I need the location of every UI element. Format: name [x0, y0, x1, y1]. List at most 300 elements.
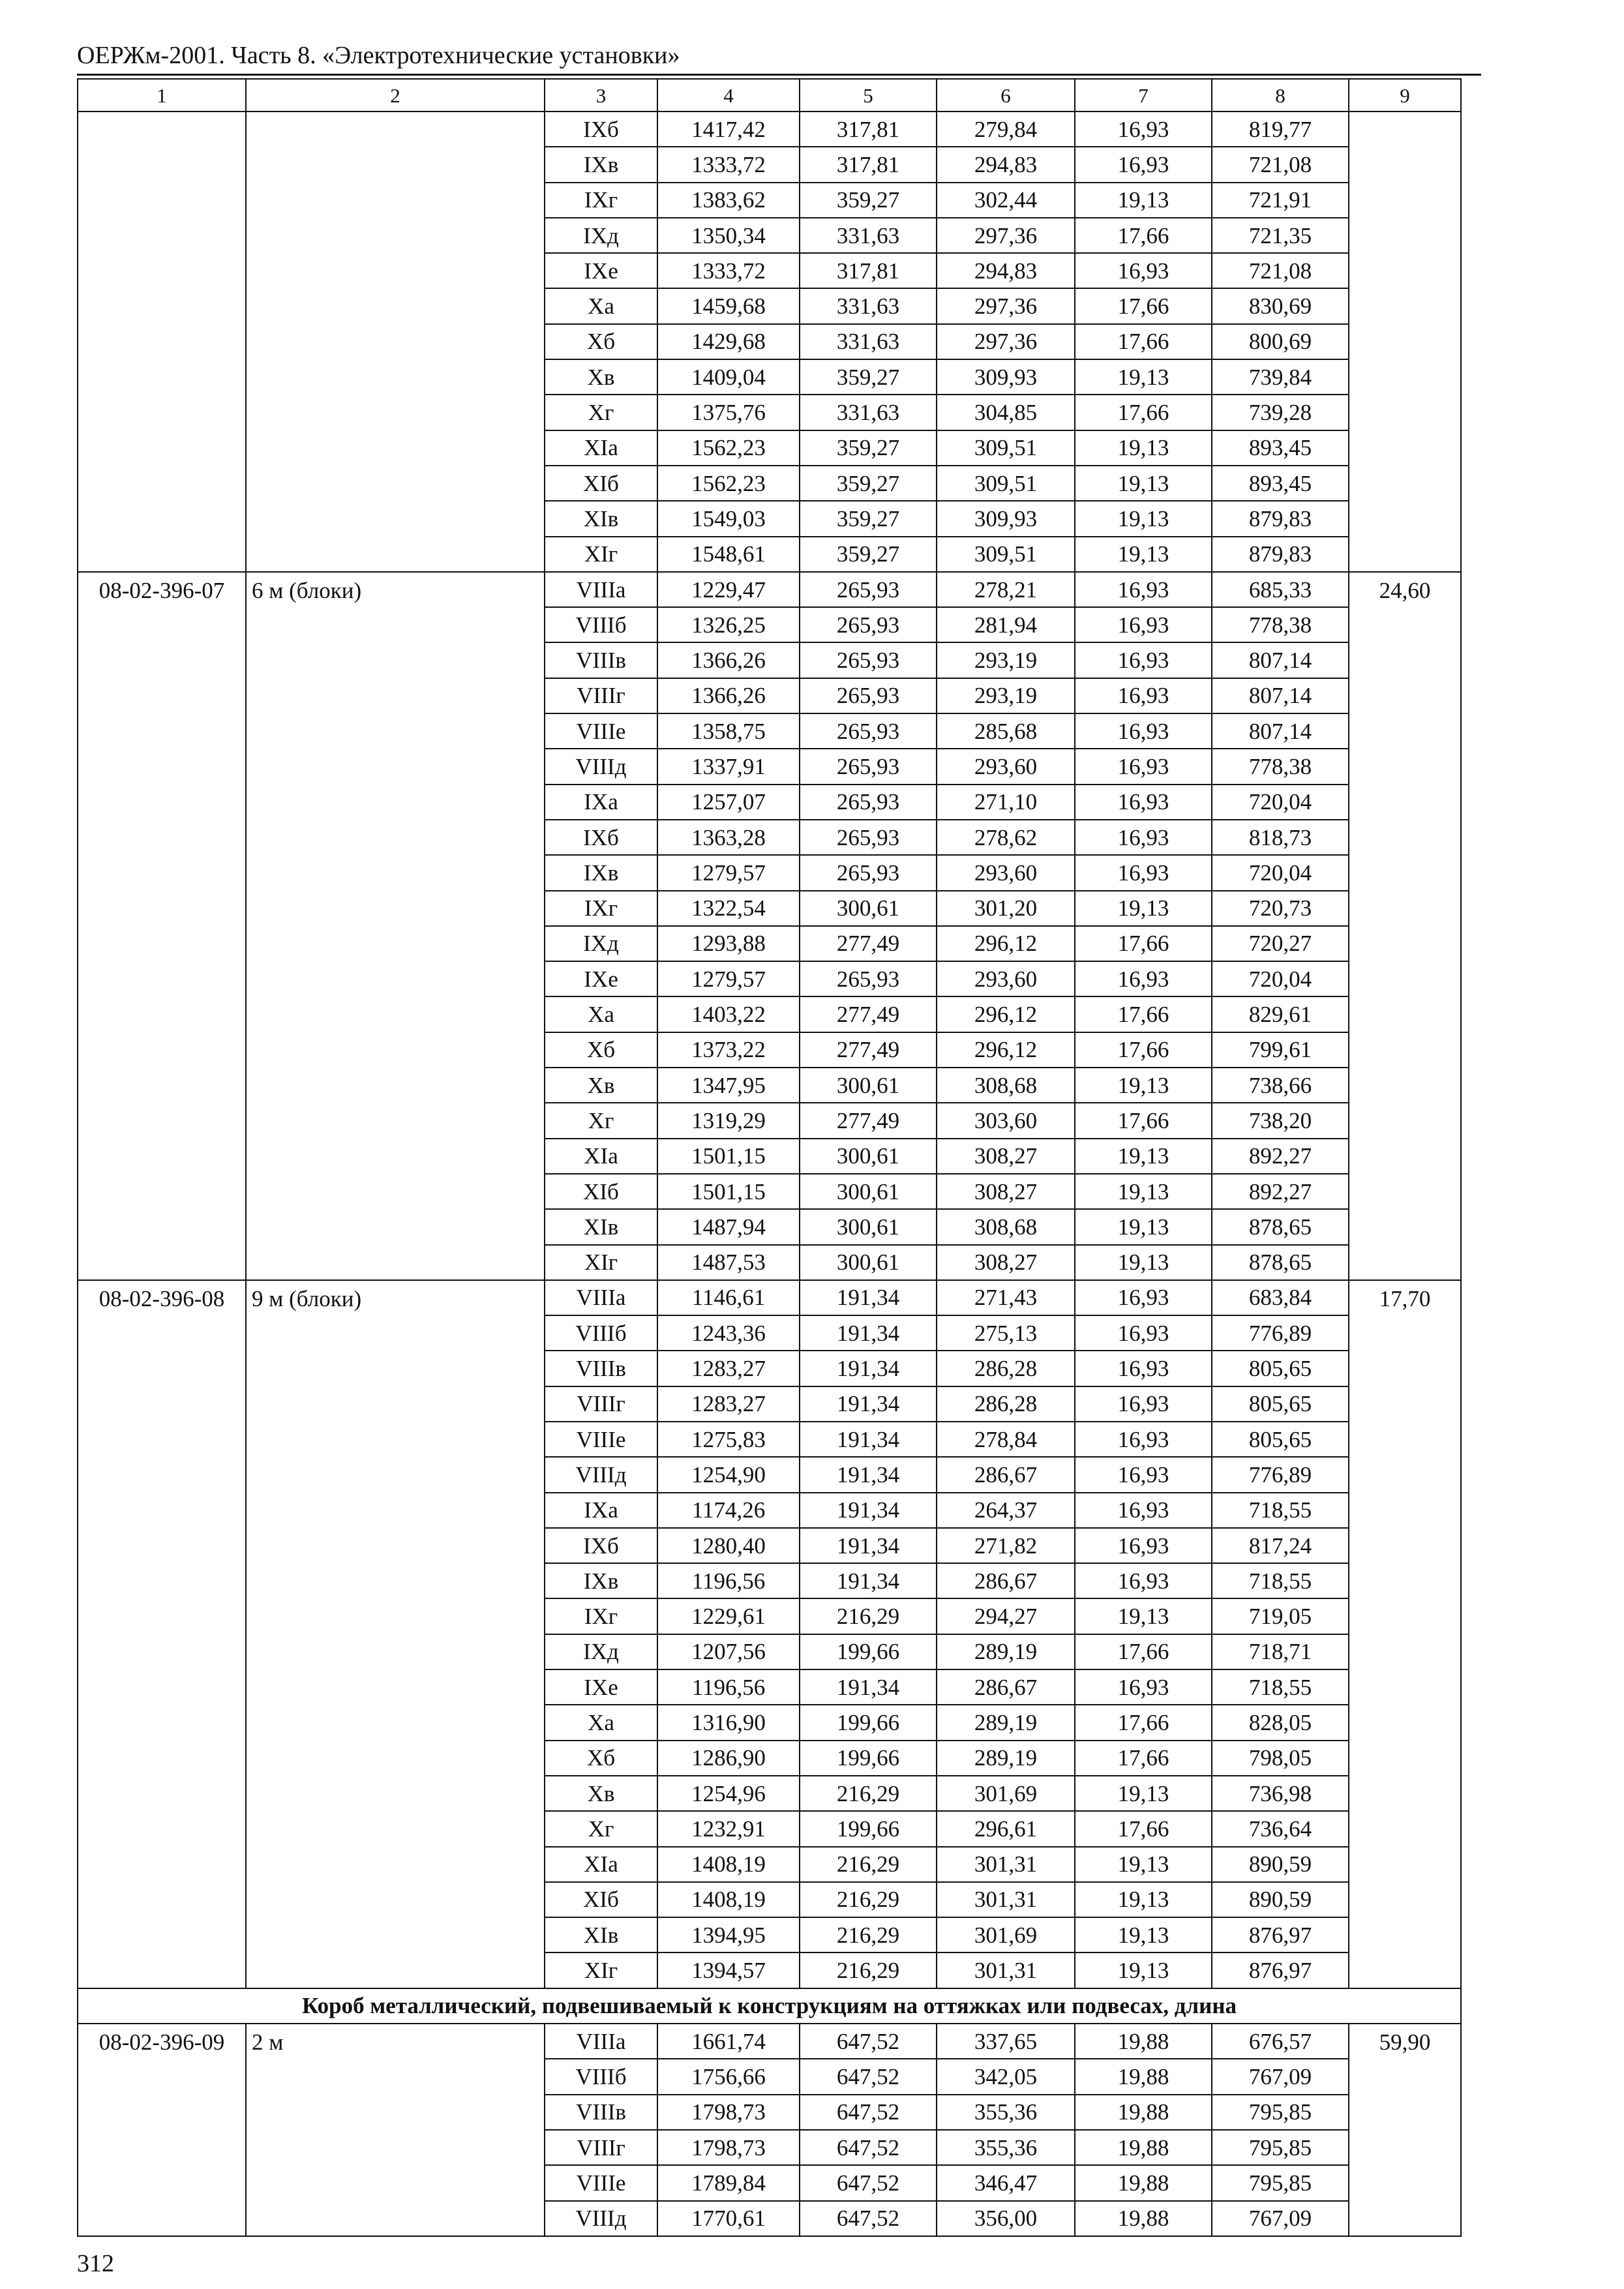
wages-cell: 300,61	[800, 1209, 937, 1244]
machine-cost-cell: 286,28	[937, 1386, 1075, 1422]
wages-cell: 265,93	[800, 855, 937, 890]
total-cost-cell: 1366,26	[657, 642, 800, 678]
column-number: 1	[78, 79, 246, 112]
wages-cell: 277,49	[800, 1032, 937, 1068]
total-cost-cell: 1417,42	[657, 112, 800, 147]
driver-wages-cell: 19,13	[1075, 1882, 1212, 1917]
driver-wages-cell: 17,66	[1075, 926, 1212, 961]
machine-cost-cell: 309,93	[937, 359, 1075, 395]
driver-wages-cell: 17,66	[1075, 1634, 1212, 1669]
page-number: 312	[77, 2250, 114, 2277]
total-cost-cell: 1756,66	[657, 2059, 800, 2094]
machine-cost-cell: 346,47	[937, 2165, 1075, 2200]
materials-cell: 800,69	[1212, 324, 1349, 359]
materials-cell: 807,14	[1212, 642, 1349, 678]
wages-cell: 265,93	[800, 749, 937, 784]
materials-cell: 817,24	[1212, 1528, 1349, 1563]
driver-wages-cell: 19,13	[1075, 359, 1212, 395]
driver-wages-cell: 16,93	[1075, 820, 1212, 855]
materials-cell: 719,05	[1212, 1598, 1349, 1634]
driver-wages-cell: 16,93	[1075, 253, 1212, 288]
driver-wages-cell: 19,88	[1075, 2024, 1212, 2059]
materials-cell: 685,33	[1212, 572, 1349, 607]
wages-cell: 191,34	[800, 1563, 937, 1598]
zone-cell: IXг	[545, 891, 657, 926]
materials-cell: 799,61	[1212, 1032, 1349, 1068]
driver-wages-cell: 16,93	[1075, 785, 1212, 820]
wages-cell: 191,34	[800, 1351, 937, 1386]
code-cell: 08-02-396-09	[78, 2024, 246, 2236]
machine-cost-cell: 286,67	[937, 1563, 1075, 1598]
wages-cell: 265,93	[800, 678, 937, 713]
materials-cell: 878,65	[1212, 1209, 1349, 1244]
table-row	[78, 112, 1461, 147]
zone-cell: XIв	[545, 501, 657, 536]
wages-cell: 265,93	[800, 785, 937, 820]
total-cost-cell: 1798,73	[657, 2095, 800, 2130]
machine-cost-cell: 293,19	[937, 642, 1075, 678]
wages-cell: 265,93	[800, 607, 937, 642]
machine-cost-cell: 301,69	[937, 1776, 1075, 1811]
zone-cell: XIв	[545, 1209, 657, 1244]
materials-cell: 721,91	[1212, 183, 1349, 218]
materials-cell: 721,08	[1212, 253, 1349, 288]
zone-cell: XIб	[545, 466, 657, 501]
zone-cell: VIIIг	[545, 678, 657, 713]
wages-cell: 331,63	[800, 324, 937, 359]
driver-wages-cell: 19,13	[1075, 1776, 1212, 1811]
machine-cost-cell: 294,83	[937, 147, 1075, 182]
zone-cell: XIг	[545, 1245, 657, 1280]
driver-wages-cell: 19,13	[1075, 1952, 1212, 1988]
zone-cell: IXа	[545, 785, 657, 820]
total-cost-cell: 1322,54	[657, 891, 800, 926]
machine-cost-cell: 264,37	[937, 1493, 1075, 1528]
description-cell: 6 м (блоки)	[246, 572, 545, 1280]
driver-wages-cell: 17,66	[1075, 1705, 1212, 1740]
materials-cell: 805,65	[1212, 1422, 1349, 1457]
wages-cell: 300,61	[800, 1068, 937, 1103]
zone-cell: IXд	[545, 1634, 657, 1669]
materials-cell: 778,38	[1212, 749, 1349, 784]
machine-cost-cell: 293,60	[937, 855, 1075, 890]
materials-cell: 720,04	[1212, 785, 1349, 820]
wages-cell: 647,52	[800, 2130, 937, 2165]
col9-cell	[1349, 112, 1461, 572]
machine-cost-cell: 309,93	[937, 501, 1075, 536]
total-cost-cell: 1333,72	[657, 253, 800, 288]
zone-cell: VIIIв	[545, 642, 657, 678]
total-cost-cell: 1366,26	[657, 678, 800, 713]
driver-wages-cell: 19,88	[1075, 2165, 1212, 2200]
machine-cost-cell: 296,12	[937, 926, 1075, 961]
materials-cell: 879,83	[1212, 501, 1349, 536]
machine-cost-cell: 337,65	[937, 2024, 1075, 2059]
zone-cell: XIв	[545, 1917, 657, 1952]
document-header: ОЕРЖм-2001. Часть 8. «Электротехнические установки»	[77, 42, 680, 69]
wages-cell: 216,29	[800, 1917, 937, 1952]
zone-cell: IXе	[545, 961, 657, 996]
driver-wages-cell: 19,13	[1075, 1068, 1212, 1103]
driver-wages-cell: 17,66	[1075, 288, 1212, 323]
zone-cell: Xв	[545, 359, 657, 395]
total-cost-cell: 1548,61	[657, 537, 800, 572]
driver-wages-cell: 17,66	[1075, 1741, 1212, 1776]
wages-cell: 647,52	[800, 2059, 937, 2094]
table-row	[78, 572, 1461, 607]
total-cost-cell: 1394,95	[657, 1917, 800, 1952]
machine-cost-cell: 271,82	[937, 1528, 1075, 1563]
zone-cell: Xг	[545, 395, 657, 430]
total-cost-cell: 1333,72	[657, 147, 800, 182]
machine-cost-cell: 278,21	[937, 572, 1075, 607]
column-number: 5	[800, 79, 937, 112]
total-cost-cell: 1798,73	[657, 2130, 800, 2165]
materials-cell: 878,65	[1212, 1245, 1349, 1280]
materials-cell: 819,77	[1212, 112, 1349, 147]
wages-cell: 265,93	[800, 642, 937, 678]
zone-cell: IXг	[545, 1598, 657, 1634]
driver-wages-cell: 19,13	[1075, 1245, 1212, 1280]
wages-cell: 359,27	[800, 537, 937, 572]
materials-cell: 776,89	[1212, 1457, 1349, 1492]
total-cost-cell: 1207,56	[657, 1634, 800, 1669]
driver-wages-cell: 19,13	[1075, 1209, 1212, 1244]
total-cost-cell: 1275,83	[657, 1422, 800, 1457]
driver-wages-cell: 16,93	[1075, 1528, 1212, 1563]
wages-cell: 216,29	[800, 1882, 937, 1917]
wages-cell: 199,66	[800, 1634, 937, 1669]
driver-wages-cell: 16,93	[1075, 1351, 1212, 1386]
wages-cell: 191,34	[800, 1669, 937, 1705]
machine-cost-cell: 302,44	[937, 183, 1075, 218]
total-cost-cell: 1326,25	[657, 607, 800, 642]
materials-cell: 767,09	[1212, 2201, 1349, 2236]
driver-wages-cell: 19,13	[1075, 1139, 1212, 1174]
materials-cell: 676,57	[1212, 2024, 1349, 2059]
materials-cell: 778,38	[1212, 607, 1349, 642]
driver-wages-cell: 19,13	[1075, 1917, 1212, 1952]
total-cost-cell: 1243,36	[657, 1315, 800, 1351]
zone-cell: Xа	[545, 288, 657, 323]
total-cost-cell: 1232,91	[657, 1811, 800, 1846]
zone-cell: IXг	[545, 183, 657, 218]
zone-cell: VIIIд	[545, 2201, 657, 2236]
zone-cell: IXе	[545, 253, 657, 288]
machine-cost-cell: 355,36	[937, 2095, 1075, 2130]
wages-cell: 647,52	[800, 2201, 937, 2236]
materials-cell: 683,84	[1212, 1280, 1349, 1315]
total-cost-cell: 1254,90	[657, 1457, 800, 1492]
total-cost-cell: 1459,68	[657, 288, 800, 323]
zone-cell: VIIIа	[545, 1280, 657, 1315]
zone-cell: VIIIг	[545, 2130, 657, 2165]
driver-wages-cell: 16,93	[1075, 961, 1212, 996]
machine-cost-cell: 293,19	[937, 678, 1075, 713]
zone-cell: Xб	[545, 1032, 657, 1068]
driver-wages-cell: 16,93	[1075, 147, 1212, 182]
section-row	[78, 1988, 1461, 2024]
machine-cost-cell: 294,27	[937, 1598, 1075, 1634]
materials-cell: 807,14	[1212, 713, 1349, 749]
machine-cost-cell: 309,51	[937, 537, 1075, 572]
zone-cell: Xа	[545, 996, 657, 1032]
machine-cost-cell: 309,51	[937, 430, 1075, 466]
driver-wages-cell: 16,93	[1075, 855, 1212, 890]
machine-cost-cell: 271,10	[937, 785, 1075, 820]
zone-cell: Xг	[545, 1811, 657, 1846]
machine-cost-cell: 309,51	[937, 466, 1075, 501]
machine-cost-cell: 301,31	[937, 1847, 1075, 1882]
total-cost-cell: 1549,03	[657, 501, 800, 536]
wages-cell: 300,61	[800, 891, 937, 926]
wages-cell: 331,63	[800, 218, 937, 253]
materials-cell: 736,64	[1212, 1811, 1349, 1846]
total-cost-cell: 1279,57	[657, 961, 800, 996]
driver-wages-cell: 16,93	[1075, 607, 1212, 642]
wages-cell: 191,34	[800, 1280, 937, 1315]
machine-cost-cell: 289,19	[937, 1741, 1075, 1776]
machine-cost-cell: 286,67	[937, 1669, 1075, 1705]
machine-cost-cell: 297,36	[937, 324, 1075, 359]
wages-cell: 265,93	[800, 713, 937, 749]
zone-cell: VIIIб	[545, 2059, 657, 2094]
wages-cell: 300,61	[800, 1139, 937, 1174]
driver-wages-cell: 17,66	[1075, 324, 1212, 359]
zone-cell: IXб	[545, 820, 657, 855]
zone-cell: VIIIд	[545, 749, 657, 784]
total-cost-cell: 1487,94	[657, 1209, 800, 1244]
column-number: 7	[1075, 79, 1212, 112]
wages-cell: 199,66	[800, 1741, 937, 1776]
machine-cost-cell: 308,68	[937, 1209, 1075, 1244]
total-cost-cell: 1229,61	[657, 1598, 800, 1634]
machine-cost-cell: 342,05	[937, 2059, 1075, 2094]
wages-cell: 300,61	[800, 1245, 937, 1280]
zone-cell: Xб	[545, 1741, 657, 1776]
wages-cell: 331,63	[800, 288, 937, 323]
wages-cell: 277,49	[800, 926, 937, 961]
zone-cell: IXб	[545, 112, 657, 147]
total-cost-cell: 1562,23	[657, 430, 800, 466]
machine-cost-cell: 278,84	[937, 1422, 1075, 1457]
wages-cell: 191,34	[800, 1315, 937, 1351]
materials-cell: 892,27	[1212, 1174, 1349, 1209]
total-cost-cell: 1408,19	[657, 1882, 800, 1917]
driver-wages-cell: 19,13	[1075, 183, 1212, 218]
zone-cell: IXб	[545, 1528, 657, 1563]
description-cell: 9 м (блоки)	[246, 1280, 545, 1988]
driver-wages-cell: 17,66	[1075, 996, 1212, 1032]
total-cost-cell: 1501,15	[657, 1174, 800, 1209]
materials-cell: 738,20	[1212, 1103, 1349, 1138]
driver-wages-cell: 16,93	[1075, 1280, 1212, 1315]
zone-cell: VIIIа	[545, 572, 657, 607]
materials-cell: 721,35	[1212, 218, 1349, 253]
machine-cost-cell: 308,27	[937, 1174, 1075, 1209]
code-cell	[78, 112, 246, 572]
total-cost-cell: 1283,27	[657, 1386, 800, 1422]
column-number: 9	[1349, 79, 1461, 112]
wages-cell: 199,66	[800, 1811, 937, 1846]
total-cost-cell: 1409,04	[657, 359, 800, 395]
machine-cost-cell: 293,60	[937, 749, 1075, 784]
zone-cell: XIб	[545, 1174, 657, 1209]
table-row	[78, 2024, 1461, 2059]
machine-cost-cell: 271,43	[937, 1280, 1075, 1315]
zone-cell: IXд	[545, 926, 657, 961]
zone-cell: VIIIд	[545, 1457, 657, 1492]
materials-cell: 721,08	[1212, 147, 1349, 182]
materials-cell: 807,14	[1212, 678, 1349, 713]
column-number: 6	[937, 79, 1075, 112]
materials-cell: 738,66	[1212, 1068, 1349, 1103]
wages-cell: 265,93	[800, 961, 937, 996]
column-number: 8	[1212, 79, 1349, 112]
machine-cost-cell: 301,31	[937, 1952, 1075, 1988]
wages-cell: 191,34	[800, 1422, 937, 1457]
total-cost-cell: 1487,53	[657, 1245, 800, 1280]
total-cost-cell: 1394,57	[657, 1952, 800, 1988]
column-number-row	[78, 79, 1461, 112]
driver-wages-cell: 19,13	[1075, 537, 1212, 572]
zone-cell: VIIIе	[545, 2165, 657, 2200]
driver-wages-cell: 19,13	[1075, 1174, 1212, 1209]
machine-cost-cell: 297,36	[937, 218, 1075, 253]
materials-cell: 890,59	[1212, 1847, 1349, 1882]
machine-cost-cell: 297,36	[937, 288, 1075, 323]
driver-wages-cell: 19,13	[1075, 891, 1212, 926]
materials-cell: 830,69	[1212, 288, 1349, 323]
col9-cell: 24,60	[1349, 572, 1461, 1280]
wages-cell: 191,34	[800, 1457, 937, 1492]
rates-table-wrapper	[77, 78, 1462, 2237]
materials-cell: 720,04	[1212, 961, 1349, 996]
driver-wages-cell: 17,66	[1075, 395, 1212, 430]
total-cost-cell: 1363,28	[657, 820, 800, 855]
wages-cell: 647,52	[800, 2165, 937, 2200]
col9-cell: 17,70	[1349, 1280, 1461, 1988]
materials-cell: 718,55	[1212, 1563, 1349, 1598]
machine-cost-cell: 281,94	[937, 607, 1075, 642]
materials-cell: 828,05	[1212, 1705, 1349, 1740]
driver-wages-cell: 19,88	[1075, 2059, 1212, 2094]
description-cell: 2 м	[246, 2024, 545, 2236]
table-row	[78, 1280, 1461, 1315]
total-cost-cell: 1373,22	[657, 1032, 800, 1068]
materials-cell: 718,55	[1212, 1669, 1349, 1705]
zone-cell: VIIIв	[545, 1351, 657, 1386]
wages-cell: 265,93	[800, 572, 937, 607]
total-cost-cell: 1283,27	[657, 1351, 800, 1386]
materials-cell: 890,59	[1212, 1882, 1349, 1917]
zone-cell: VIIIб	[545, 1315, 657, 1351]
materials-cell: 893,45	[1212, 430, 1349, 466]
zone-cell: IXд	[545, 218, 657, 253]
total-cost-cell: 1358,75	[657, 713, 800, 749]
wages-cell: 359,27	[800, 183, 937, 218]
driver-wages-cell: 19,88	[1075, 2130, 1212, 2165]
total-cost-cell: 1403,22	[657, 996, 800, 1032]
driver-wages-cell: 16,93	[1075, 678, 1212, 713]
zone-cell: XIг	[545, 1952, 657, 1988]
total-cost-cell: 1174,26	[657, 1493, 800, 1528]
zone-cell: XIа	[545, 1139, 657, 1174]
machine-cost-cell: 308,27	[937, 1139, 1075, 1174]
machine-cost-cell: 301,31	[937, 1882, 1075, 1917]
driver-wages-cell: 19,13	[1075, 1847, 1212, 1882]
zone-cell: Xг	[545, 1103, 657, 1138]
materials-cell: 893,45	[1212, 466, 1349, 501]
materials-cell: 795,85	[1212, 2165, 1349, 2200]
wages-cell: 216,29	[800, 1776, 937, 1811]
wages-cell: 317,81	[800, 147, 937, 182]
total-cost-cell: 1196,56	[657, 1669, 800, 1705]
machine-cost-cell: 308,68	[937, 1068, 1075, 1103]
wages-cell: 199,66	[800, 1705, 937, 1740]
materials-cell: 876,97	[1212, 1952, 1349, 1988]
materials-cell: 720,27	[1212, 926, 1349, 961]
column-number: 4	[657, 79, 800, 112]
machine-cost-cell: 289,19	[937, 1705, 1075, 1740]
machine-cost-cell: 296,12	[937, 1032, 1075, 1068]
driver-wages-cell: 17,66	[1075, 218, 1212, 253]
zone-cell: Xб	[545, 324, 657, 359]
driver-wages-cell: 16,93	[1075, 1563, 1212, 1598]
machine-cost-cell: 301,20	[937, 891, 1075, 926]
driver-wages-cell: 16,93	[1075, 749, 1212, 784]
total-cost-cell: 1279,57	[657, 855, 800, 890]
materials-cell: 720,73	[1212, 891, 1349, 926]
machine-cost-cell: 355,36	[937, 2130, 1075, 2165]
col9-cell: 59,90	[1349, 2024, 1461, 2236]
zone-cell: VIIIб	[545, 607, 657, 642]
zone-cell: XIа	[545, 1847, 657, 1882]
wages-cell: 359,27	[800, 430, 937, 466]
wages-cell: 647,52	[800, 2095, 937, 2130]
rates-table	[77, 78, 1462, 2237]
total-cost-cell: 1280,40	[657, 1528, 800, 1563]
materials-cell: 767,09	[1212, 2059, 1349, 2094]
materials-cell: 718,55	[1212, 1493, 1349, 1528]
machine-cost-cell: 289,19	[937, 1634, 1075, 1669]
driver-wages-cell: 19,13	[1075, 430, 1212, 466]
wages-cell: 647,52	[800, 2024, 937, 2059]
materials-cell: 798,05	[1212, 1741, 1349, 1776]
materials-cell: 818,73	[1212, 820, 1349, 855]
zone-cell: Xв	[545, 1776, 657, 1811]
wages-cell: 191,34	[800, 1528, 937, 1563]
materials-cell: 805,65	[1212, 1351, 1349, 1386]
zone-cell: VIIIа	[545, 2024, 657, 2059]
machine-cost-cell: 294,83	[937, 253, 1075, 288]
wages-cell: 359,27	[800, 501, 937, 536]
total-cost-cell: 1319,29	[657, 1103, 800, 1138]
zone-cell: IXв	[545, 1563, 657, 1598]
column-number: 3	[545, 79, 657, 112]
total-cost-cell: 1661,74	[657, 2024, 800, 2059]
total-cost-cell: 1789,84	[657, 2165, 800, 2200]
driver-wages-cell: 17,66	[1075, 1032, 1212, 1068]
driver-wages-cell: 16,93	[1075, 642, 1212, 678]
wages-cell: 191,34	[800, 1493, 937, 1528]
wages-cell: 216,29	[800, 1847, 937, 1882]
zone-cell: IXе	[545, 1669, 657, 1705]
code-cell: 08-02-396-07	[78, 572, 246, 1280]
materials-cell: 829,61	[1212, 996, 1349, 1032]
wages-cell: 317,81	[800, 253, 937, 288]
machine-cost-cell: 308,27	[937, 1245, 1075, 1280]
